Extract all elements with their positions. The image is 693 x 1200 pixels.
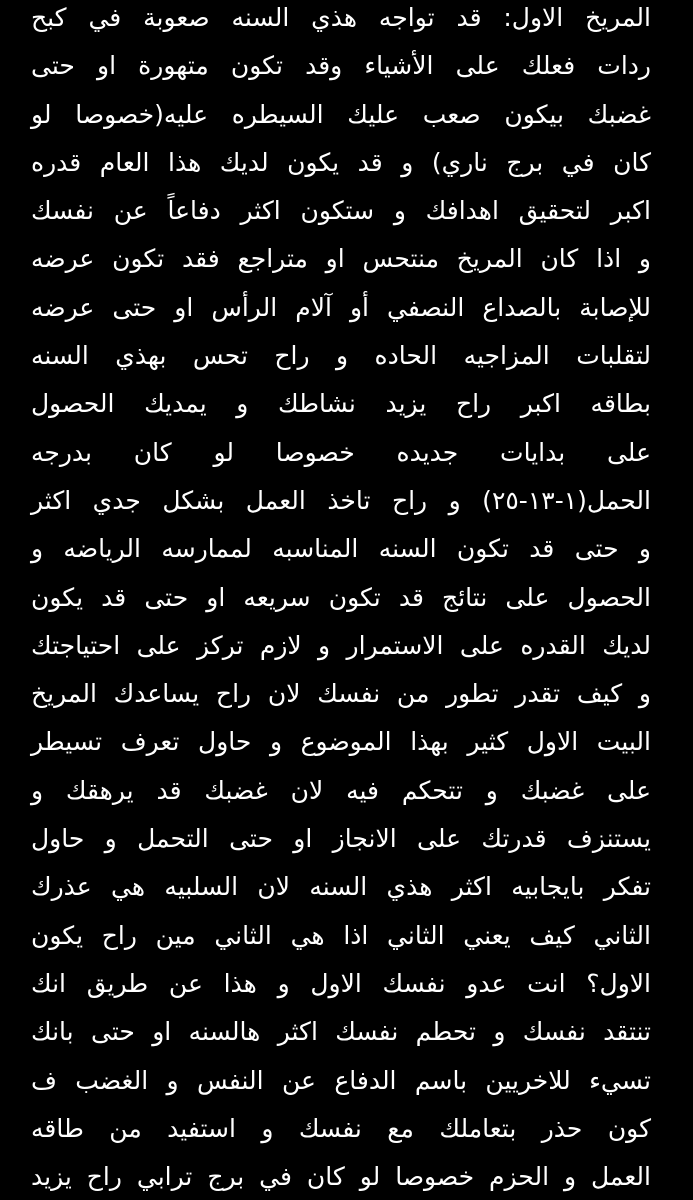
text-line: و كيف تقدر تطور من نفسك لان راح يساعدك المريخ	[31, 679, 651, 709]
text-line: لديك القدره على الاستمرار و لازم تركز على احتياجتك	[31, 630, 651, 660]
text-line: العمل و الحزم خصوصا لو كان في برج ترابي راح يزيد	[31, 1162, 651, 1192]
text-line: المريخ الاول: قد تواجه هذي السنه صعوبة في كبح	[31, 3, 651, 32]
text-line: الثاني كيف يعني الثاني اذا هي الثاني مين راح يكون	[31, 920, 651, 950]
text-line: تفكر بايجابيه اكثر هذي السنه لان السلبيه هي عذرك	[31, 872, 651, 902]
text-line: تنتقد نفسك و تحطم نفسك اكثر هالسنه او حتى بانك	[31, 1017, 651, 1047]
text-line: للإصابة بالصداع النصفي أو آلام الرأس او حتى عرضه	[31, 292, 651, 322]
text-line: الحمل(١-١٣-٢٥) و راح تاخذ العمل بشكل جدي اكثر	[31, 485, 651, 515]
text-line: ردات فعلك على الأشياء وقد تكون متهورة او حتى	[31, 51, 651, 81]
text-line: كون حذر بتعاملك مع نفسك و استفيد من طاقه	[31, 1113, 651, 1143]
article-text	[31, 0, 651, 1200]
text-line: على غضبك و تتحكم فيه لان غضبك قد يرهقك و	[31, 775, 651, 805]
text-line: لتقلبات المزاجيه الحاده و راح تحس بهذي السنه	[31, 341, 651, 371]
text-line: كان في برج ناري) و قد يكون لديك هذا العام قدره	[31, 147, 651, 177]
text-line: و اذا كان المريخ منتحس او متراجع فقد تكون عرضه	[31, 244, 651, 274]
text-line: على بدايات جديده خصوصا لو كان بدرجه	[31, 437, 651, 467]
text-line: بطاقه اكبر راح يزيد نشاطك و يمديك الحصول	[31, 389, 651, 419]
text-line: غضبك بيكون صعب عليك السيطره عليه(خصوصا لو	[31, 99, 651, 129]
text-line: الاول؟ انت عدو نفسك الاول و هذا عن طريق انك	[31, 968, 651, 998]
text-line: الحصول على نتائج قد تكون سريعه او حتى قد يكون	[31, 582, 651, 612]
text-line: البيت الاول كثير بهذا الموضوع و حاول تعرف تسيطر	[31, 727, 651, 757]
text-line: و حتى قد تكون السنه المناسبه لممارسه الرياضه و	[31, 534, 651, 564]
text-line: تسيء للاخريين باسم الدفاع عن النفس و الغضب ف	[31, 1065, 651, 1095]
text-line: اكبر لتحقيق اهدافك و ستكون اكثر دفاعاً عن نفسك	[31, 196, 651, 226]
text-line: يستنزف قدرتك على الانجاز او حتى التحمل و حاول	[31, 824, 651, 854]
